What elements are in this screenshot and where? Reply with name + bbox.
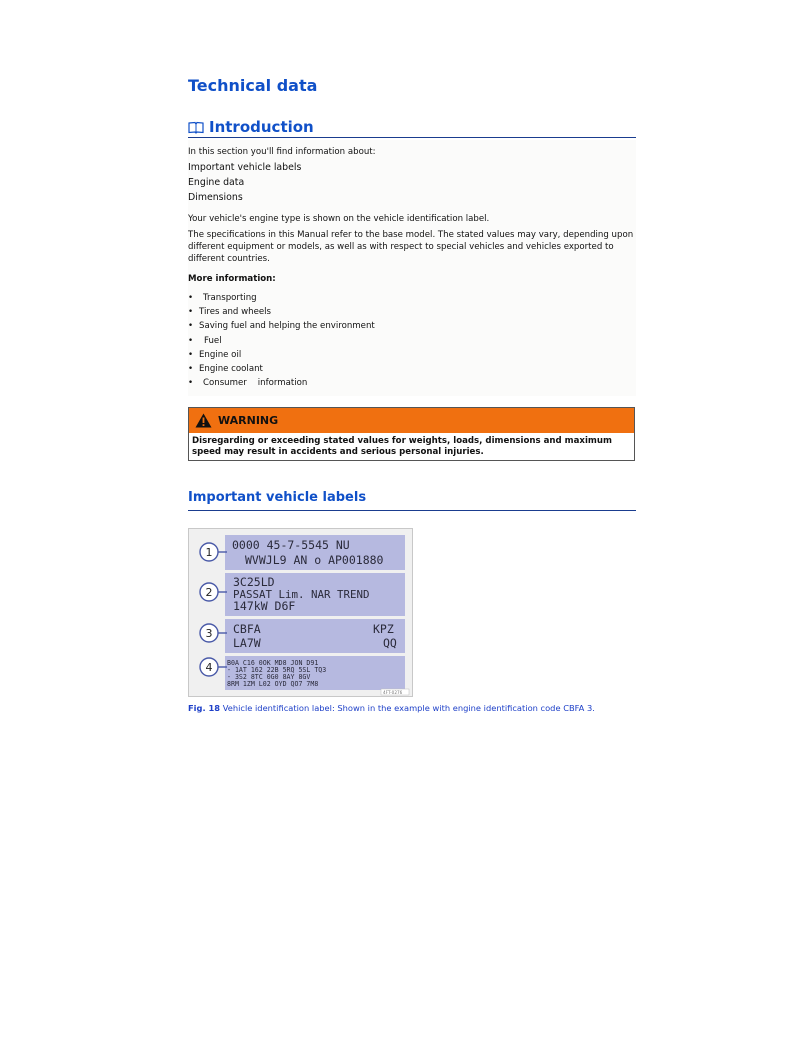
vehicle-identification-label-figure: [188, 528, 413, 697]
label-text: - 1AT 162 22B 5RQ 5SL TQ3: [227, 666, 327, 674]
link-consumer-information[interactable]: • Consumer information: [188, 377, 375, 391]
label-text: 8RM 1ZM L02 OYD QO7 7M8: [227, 680, 319, 688]
section-heading-vehicle-labels: Important vehicle labels: [188, 490, 636, 511]
topic-item: Engine data: [188, 177, 245, 188]
callout-number: 4: [205, 661, 213, 674]
link-fuel[interactable]: • Fuel: [188, 335, 375, 349]
figure-ref-code: 4FT-0276: [383, 690, 403, 695]
link-saving-fuel[interactable]: • Saving fuel and helping the environment: [188, 320, 375, 334]
warning-title: WARNING: [218, 414, 279, 427]
link-engine-coolant[interactable]: • Engine coolant: [188, 363, 375, 377]
figure-caption: [188, 703, 595, 713]
warning-triangle-icon: [195, 413, 212, 428]
topic-item: Dimensions: [188, 192, 243, 203]
label-text: - 3S2 8TC 0G0 8AY 8GV: [227, 673, 311, 681]
label-text: 0000 45-7-5545 NU: [232, 538, 350, 552]
figure-caption-text: Vehicle identification label: Shown in the example with engine identification code CBFA 3.: [222, 703, 595, 713]
vehicle-label-illustration: [189, 529, 412, 696]
intro-lead: In this section you'll find information about:: [188, 147, 376, 157]
intro-paragraph-1: Your vehicle's engine type is shown on the vehicle identification label.: [188, 214, 490, 224]
topic-item: Important vehicle labels: [188, 162, 302, 173]
warning-text: Disregarding or exceeding stated values for weights, loads, dimensions and maximum speed may result in accidents and serious personal injuries.: [192, 436, 612, 457]
link-tires-and-wheels[interactable]: • Tires and wheels: [188, 306, 375, 320]
label-text: KPZ: [373, 622, 394, 636]
more-information-heading: More information:: [188, 274, 276, 284]
label-text: CBFA: [233, 622, 261, 636]
warning-box: [188, 407, 635, 461]
label-text: 3C25LD: [233, 575, 275, 589]
figure-number: Fig. 18: [188, 703, 221, 713]
link-engine-oil[interactable]: • Engine oil: [188, 349, 375, 363]
label-text: PASSAT Lim. NAR TREND: [233, 588, 370, 601]
callout-number: 3: [205, 627, 213, 640]
section-heading-introduction: [188, 118, 636, 138]
book-icon: [188, 121, 204, 134]
callout-number: 1: [205, 546, 213, 559]
label-text: QQ: [383, 636, 397, 650]
intro-paragraph-2: The specifications in this Manual refer to the base model. The stated values may vary, depending upon different equipment or models, as well as with respect to special vehicles and vehicles exported to different countries.: [188, 230, 634, 264]
link-transporting[interactable]: • Transporting: [188, 292, 375, 306]
warning-header: [189, 408, 634, 433]
label-text: WVWJL9 AN o AP001880: [245, 553, 384, 567]
label-text: B0A C16 0OK MD8 JON D91: [227, 659, 319, 667]
label-text: 147kW D6F: [233, 599, 296, 613]
more-information-list: [188, 292, 375, 391]
introduction-heading-text: Introduction: [209, 118, 314, 136]
page-title: Technical data: [188, 76, 318, 95]
label-text: LA7W: [233, 636, 261, 650]
callout-number: 2: [205, 586, 213, 599]
